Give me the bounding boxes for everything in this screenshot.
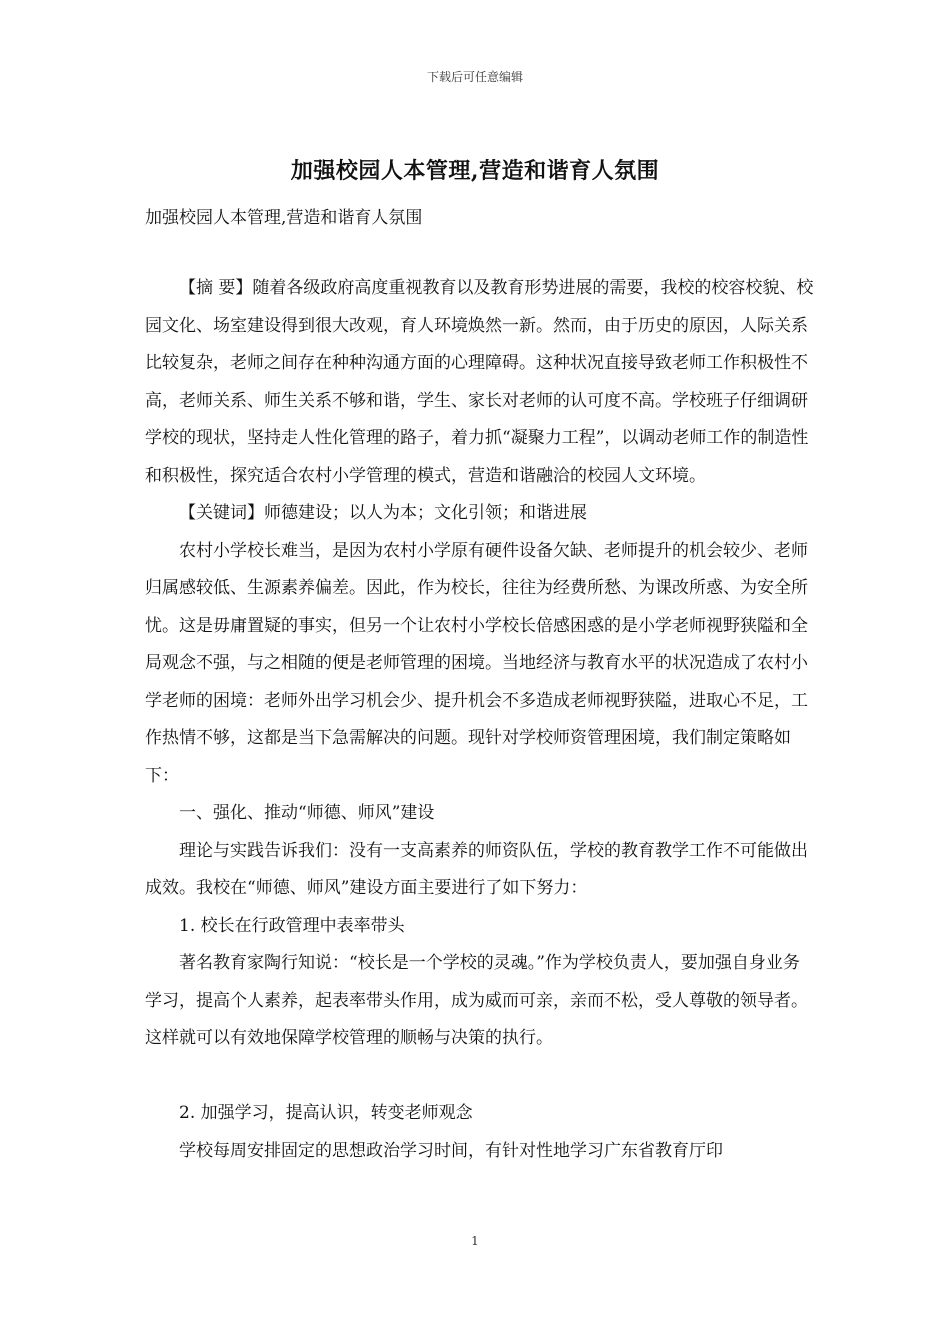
subsection-heading-1: 1. 校长在行政管理中表率带头 xyxy=(179,915,405,936)
page-number: 1 xyxy=(471,1234,479,1248)
section-heading-1: 一、强化、推动“师德、师风”建设 xyxy=(179,803,435,823)
keywords-paragraph: 【关键词】师德建设；以人为本；文化引领；和谐进展 xyxy=(179,503,587,523)
header-note: 下载后可任意编辑 xyxy=(426,70,523,84)
subsection-heading-2: 2. 加强学习，提高认识，转变老师观念 xyxy=(179,1103,473,1123)
abstract-paragraph: 【摘 要】随着各级政府高度重视教育以及教育形势进展的需要，我校的校容校貌、校园文化、场室建设得到很大改观，育人环境焕然一新。然而，由于历史的原因，人际关系比较复杂，老师之间存在种种沟通方面的心理障碍。这种状况直接导致老师工作积极性不高，老师关系、师生关系不够和谐，学生、家长对老师的认可度不高。学校班子仔细调研学校的现状，坚持走人性化管理的路子，着力抓“凝聚力工程”，以调动老师工作的制造性和积极性，探究适合农村小学管理的模式，营造和谐融洽的校园人文环境。 xyxy=(145,278,814,486)
body-paragraph: 学校每周安排固定的思想政治学习时间，有针对性地学习广东省教育厅印 xyxy=(179,1140,723,1161)
body-paragraph: 理论与实践告诉我们：没有一支高素养的师资队伍，学校的教育教学工作不可能做出成效。我校在“师德、师风”建设方面主要进行了如下努力： xyxy=(145,840,808,898)
document-body xyxy=(145,270,815,1170)
intro-paragraph: 农村小学校长难当，是因为农村小学原有硬件设备欠缺、老师提升的机会较少、老师归属感较低、生源素养偏差。因此，作为校长，往往为经费所愁、为课改所惑、为安全所忧。这是毋庸置疑的事实，但另一个让农村小学校长倍感困惑的是小学老师视野狭隘和全局观念不强，与之相随的便是老师管理的困境。当地经济与教育水平的状况造成了农村小学老师的困境：老师外出学习机会少、提升机会不多造成老师视野狭隘，进取心不足，工作热情不够，这都是当下急需解决的问题。现针对学校师资管理困境，我们制定策略如下： xyxy=(145,540,808,786)
document-subtitle: 加强校园人本管理,营造和谐育人氛围 xyxy=(145,208,423,228)
document-title: 加强校园人本管理,营造和谐育人氛围 xyxy=(290,158,660,184)
body-paragraph: 著名教育家陶行知说：“校长是一个学校的灵魂。”作为学校负责人，要加强自身业务学习，提高个人素养，起表率带头作用，成为威而可亲，亲而不松，受人尊敬的领导者。这样就可以有效地保障学校管理的顺畅与决策的执行。 xyxy=(145,953,808,1048)
